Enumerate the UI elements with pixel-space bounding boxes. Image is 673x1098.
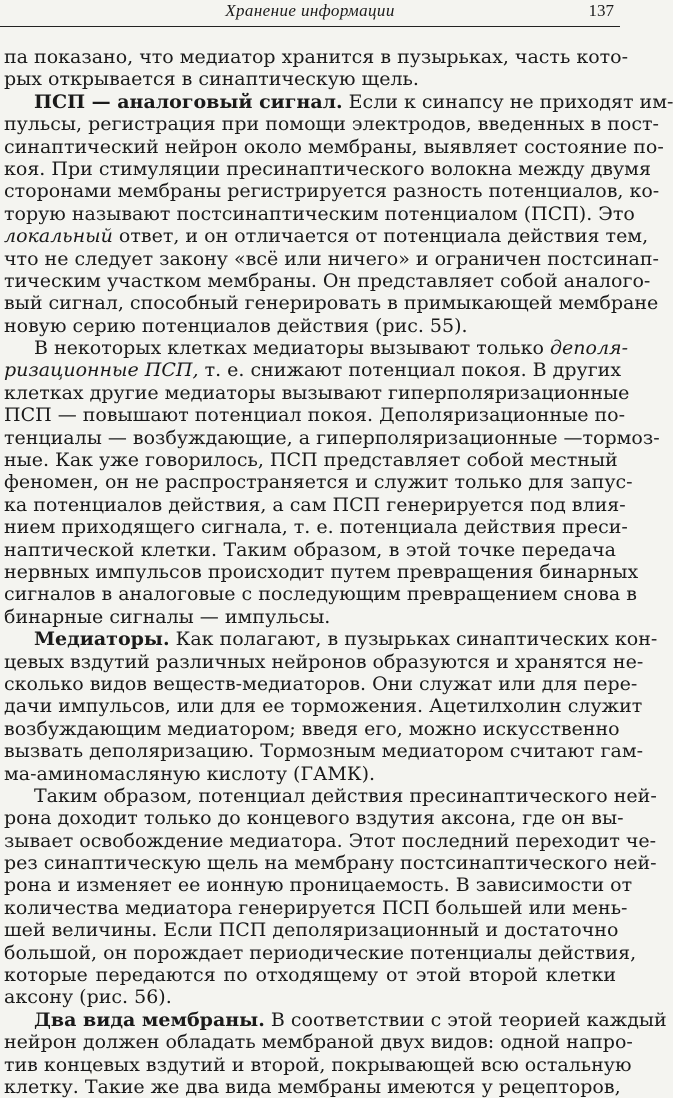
text-line [4,1008,667,1031]
line-text: ные. Как уже говорилось, ПСП представляет собой местный [4,449,618,472]
line-text: новую серию потенциалов действия (рис. 55). [4,314,468,337]
line-text: клетках другие медиаторы вызывают гиперполяризационные [4,381,630,404]
line-text: феномен, он не распространяется и служит только для запус- [4,471,633,494]
line-text: па показано, что медиатор хранится в пузырьках, часть кото- [4,46,629,68]
line-text: коя. При стимуляции пресинаптического волокна между двумя [4,157,651,180]
paragraph-heading: ПСП — аналоговый сигнал. [34,90,343,113]
text-line [4,68,616,90]
line-text: ма-аминомасляную кислоту (ГАМК). [4,762,376,785]
text-line [4,919,619,942]
paragraph-heading: Два вида мембраны. [34,1008,265,1031]
line-text: возбуждающим медиатором; введя его, можно искусственно [4,717,620,740]
line-text: рона и изменяет ее ионную проницаемость. В зависимости от [4,874,633,897]
text-line [4,269,651,292]
line-text: цевых вздутий различных нейронов образуются и хранятся не- [4,650,644,673]
text-line [4,628,658,651]
line-text: клетку. Такие же два вида мембраны имеются у рецепторов, [4,1075,621,1098]
text-line [4,493,626,516]
line-text: тическим участком мембраны. Он представляет собой аналого- [4,269,651,292]
page-header [0,0,620,27]
line-text: Как полагают, в пузырьках синаптических кон- [169,628,658,651]
text-line [4,874,633,897]
text-line [4,90,673,113]
line-text: сторонами мембраны регистрируется разность потенциалов, ко- [4,180,660,203]
text-line [4,560,639,583]
text-line [4,539,616,561]
text-line [4,896,628,919]
running-title: Хранение информации [225,1,395,20]
line-text: дачи импульсов, или для ее торможения. Ацетилхолин служит [4,695,643,718]
text-line [4,449,616,471]
line-text: наптической клетки. Таким образом, в этой точке передача [4,538,616,561]
italic-term: деполя- [550,337,629,360]
text-line [4,650,644,673]
text-line [4,247,659,270]
text-line [4,829,657,852]
text-line [4,315,616,337]
line-text: т. е. снижают потенциал покоя. В других [198,359,622,382]
line-text: вый сигнал, способный генерировать в примыкающей мембране [4,292,659,315]
text-line [4,717,620,740]
text-line [4,202,635,225]
text-line [4,292,659,315]
line-text: что не следует закону «всё или ничего» и ограничен постсинап- [4,247,659,270]
text-line [4,426,660,449]
line-text: сигналов в аналоговые с последующим превращением снова в [4,583,637,606]
line-text: В некоторых клетках медиаторы вызывают только [34,337,550,360]
text-line [4,807,624,830]
line-text: количества медиатора генерируется ПСП большей или мень- [4,896,628,919]
line-text: шей величины. Если ПСП деполяризационный и достаточно [4,919,619,942]
line-text: тенциалы — возбуждающие, а гиперполяризационные —тормоз- [4,426,660,449]
line-text: сколько видов веществ-медиаторов. Они служат или для пере- [4,672,638,695]
text-line [4,964,616,986]
line-text: нейрон должен обладать мембраной двух видов: одной напро- [4,1031,633,1054]
italic-term: ризационные ПСП, [4,359,199,382]
line-text: рез синаптическую щель на мембрану постсинаптического ней- [4,852,657,875]
text-line [4,359,622,382]
text-line [4,1031,633,1054]
text-line [4,695,643,718]
line-text: аксону (рис. 56). [4,986,172,1009]
line-text: рых открывается в синаптическую щель. [4,68,419,91]
text-line [4,784,657,807]
page-number: 137 [588,1,614,20]
text-line [4,516,628,539]
body-text [4,46,673,1098]
line-text: В соответствии с этой теорией каждый [264,1008,667,1031]
line-text: большой, он порождает периодические потенциалы действия, [4,941,637,964]
line-text: торую называют постсинаптическим потенциалом (ПСП). Это [4,202,635,225]
text-line [4,180,660,203]
paragraph-heading: Медиаторы. [34,628,170,651]
text-line [4,46,629,68]
line-text: вызвать деполяризацию. Тормозным медиатором считают гам- [4,740,644,763]
line-text: бинарные сигналы — импульсы. [4,605,331,628]
text-line [4,740,644,763]
italic-term: локальный [4,225,113,248]
text-line [4,986,616,1008]
line-text: синаптический нейрон около мембраны, выявляет состояние по- [4,135,664,158]
text-line [4,225,649,248]
text-line [4,606,616,628]
text-line [4,157,651,180]
line-text: рона доходит только до концевого вздутия аксона, где он вы- [4,807,624,830]
line-text: зывает освобождение медиатора. Этот последний переходит че- [4,829,657,852]
text-line [4,113,659,136]
text-line [4,1075,621,1098]
text-line [4,941,637,964]
line-text: пульсы, регистрация при помощи электродов, введенных в пост- [4,113,659,136]
text-line [4,1053,632,1076]
line-text: Таким образом, потенциал действия пресинаптического ней- [34,784,657,807]
line-text: которые передаются по отходящему от этой второй клетки [4,964,616,987]
line-text: Если к синапсу не приходят им- [342,90,673,113]
line-text: ка потенциалов действия, а сам ПСП генерируется под влия- [4,493,626,516]
text-line [4,672,638,695]
line-text: нервных импульсов происходит путем превращения бинарных [4,560,639,583]
line-text: ПСП — повышают потенциал покоя. Деполяризационные по- [4,404,626,427]
text-line [4,763,616,785]
text-line [4,337,629,360]
text-line [4,852,657,875]
text-line [4,471,633,494]
text-line [4,404,626,427]
text-line [4,583,637,606]
line-text: ответ, и он отличается от потенциала действия тем, [112,225,649,248]
text-line [4,135,664,158]
line-text: нием приходящего сигнала, т. е. потенциала действия преси- [4,516,628,539]
line-text: тив концевых вздутий и второй, покрывающей всю остальную [4,1053,632,1076]
text-line [4,381,630,404]
